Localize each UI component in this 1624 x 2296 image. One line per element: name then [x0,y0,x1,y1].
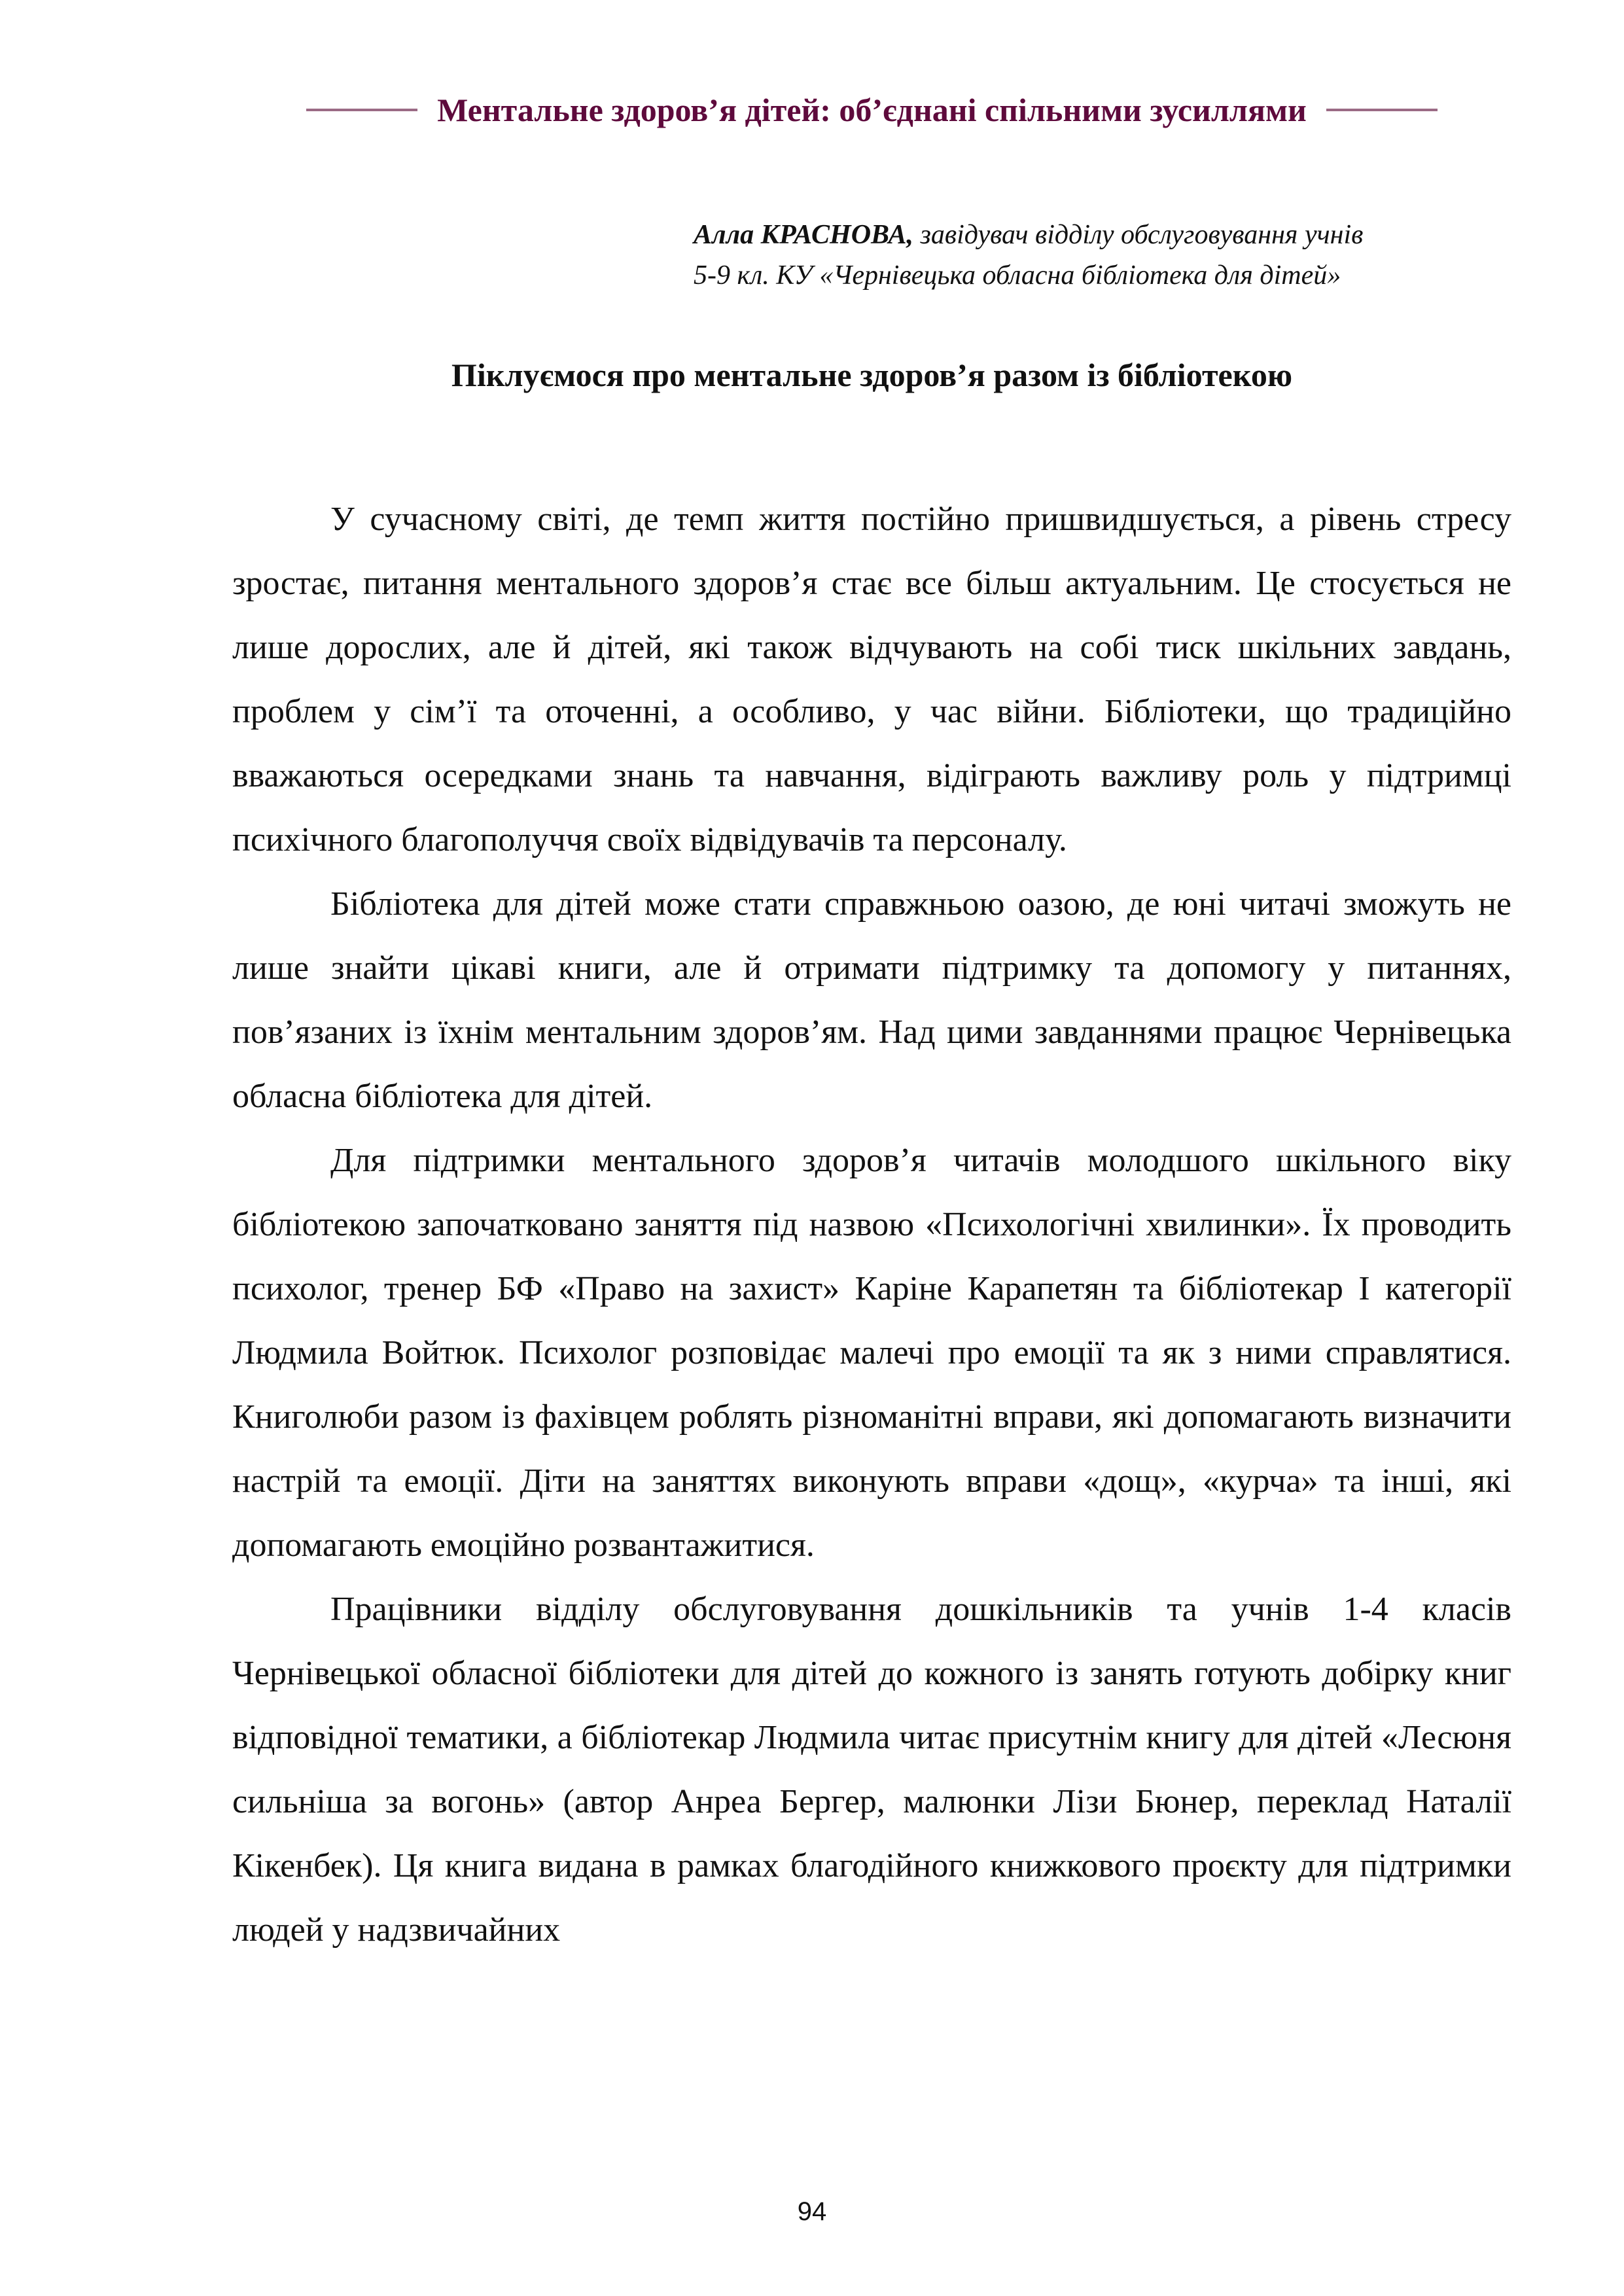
paragraph: У сучасному світі, де темп життя постійно пришвидшується, а рівень стресу зростає, питання ментального здоров’я стає все більш актуальним. Це стосується не лише дорослих, але й дітей, які також відчувають на собі тиск шкільних завдань, проблем у сім’ї та оточенні, а особливо, у час війни. Бібліотеки, що традиційно вважаються осередками знань та навчання, відіграють важливу роль у підтримці психічного благополуччя своїх відвідувачів та персоналу. [232,501,1511,858]
header-rule-left [306,109,417,111]
author-byline [694,215,1544,296]
author-position: завідувач відділу обслуговування учнів [913,220,1364,250]
article-body [232,487,1511,1962]
paragraph: Бібліотека для дітей може стати справжньою оазою, де юні читачі зможуть не лише знайти цікаві книги, але й отримати підтримку та допомогу у питаннях, пов’язаних із їхнім ментальним здоров’ям. Над цими завданнями працює Чернівецька обласна бібліотека для дітей. [232,885,1511,1115]
author-organization: 5-9 кл. КУ «Чернівецька обласна бібліотека для дітей» [694,260,1341,291]
article-title: Піклуємося про ментальне здоров’я разом із бібліотекою [451,357,1293,393]
paragraph: Для підтримки ментального здоров’я читачів молодшого шкільного віку бібліотекою започатковано заняття під назвою «Психологічні хвилинки». Їх проводить психолог, тренер БФ «Право на захист» Каріне Карапетян та бібліотекар І категорії Людмила Войтюк. Психолог розповідає малечі про емоції та як з ними справлятися. Книголюби разом із фахівцем роблять різноманітні вправи, які допомагають визначити настрій та емоції. Діти на заняттях виконують вправи «дощ», «курча» та інші, які допомагають емоційно розвантажитися. [232,1142,1511,1564]
running-header-title: Ментальне здоров’я дітей: об’єднані спільними зусиллями [437,92,1307,128]
byline-line-1 [694,215,1544,255]
page-number: 94 [797,2197,827,2226]
paragraph: Працівники відділу обслуговування дошкільників та учнів 1-4 класів Чернівецької обласної бібліотеки для дітей до кожного із занять готують добірку книг відповідної тематики, а бібліотекар Людмила читає присутнім книгу для дітей «Лесюня сильніша за вогонь» (автор Анреа Бергер, малюнки Лізи Бюнер, переклад Наталії Кікенбек). Ця книга видана в рамках благодійного книжкового проєкту для підтримки людей у надзвичайних [232,1591,1511,1949]
running-header [232,84,1511,136]
author-name: Алла КРАСНОВА, [694,220,913,250]
header-rule-right [1326,109,1438,111]
